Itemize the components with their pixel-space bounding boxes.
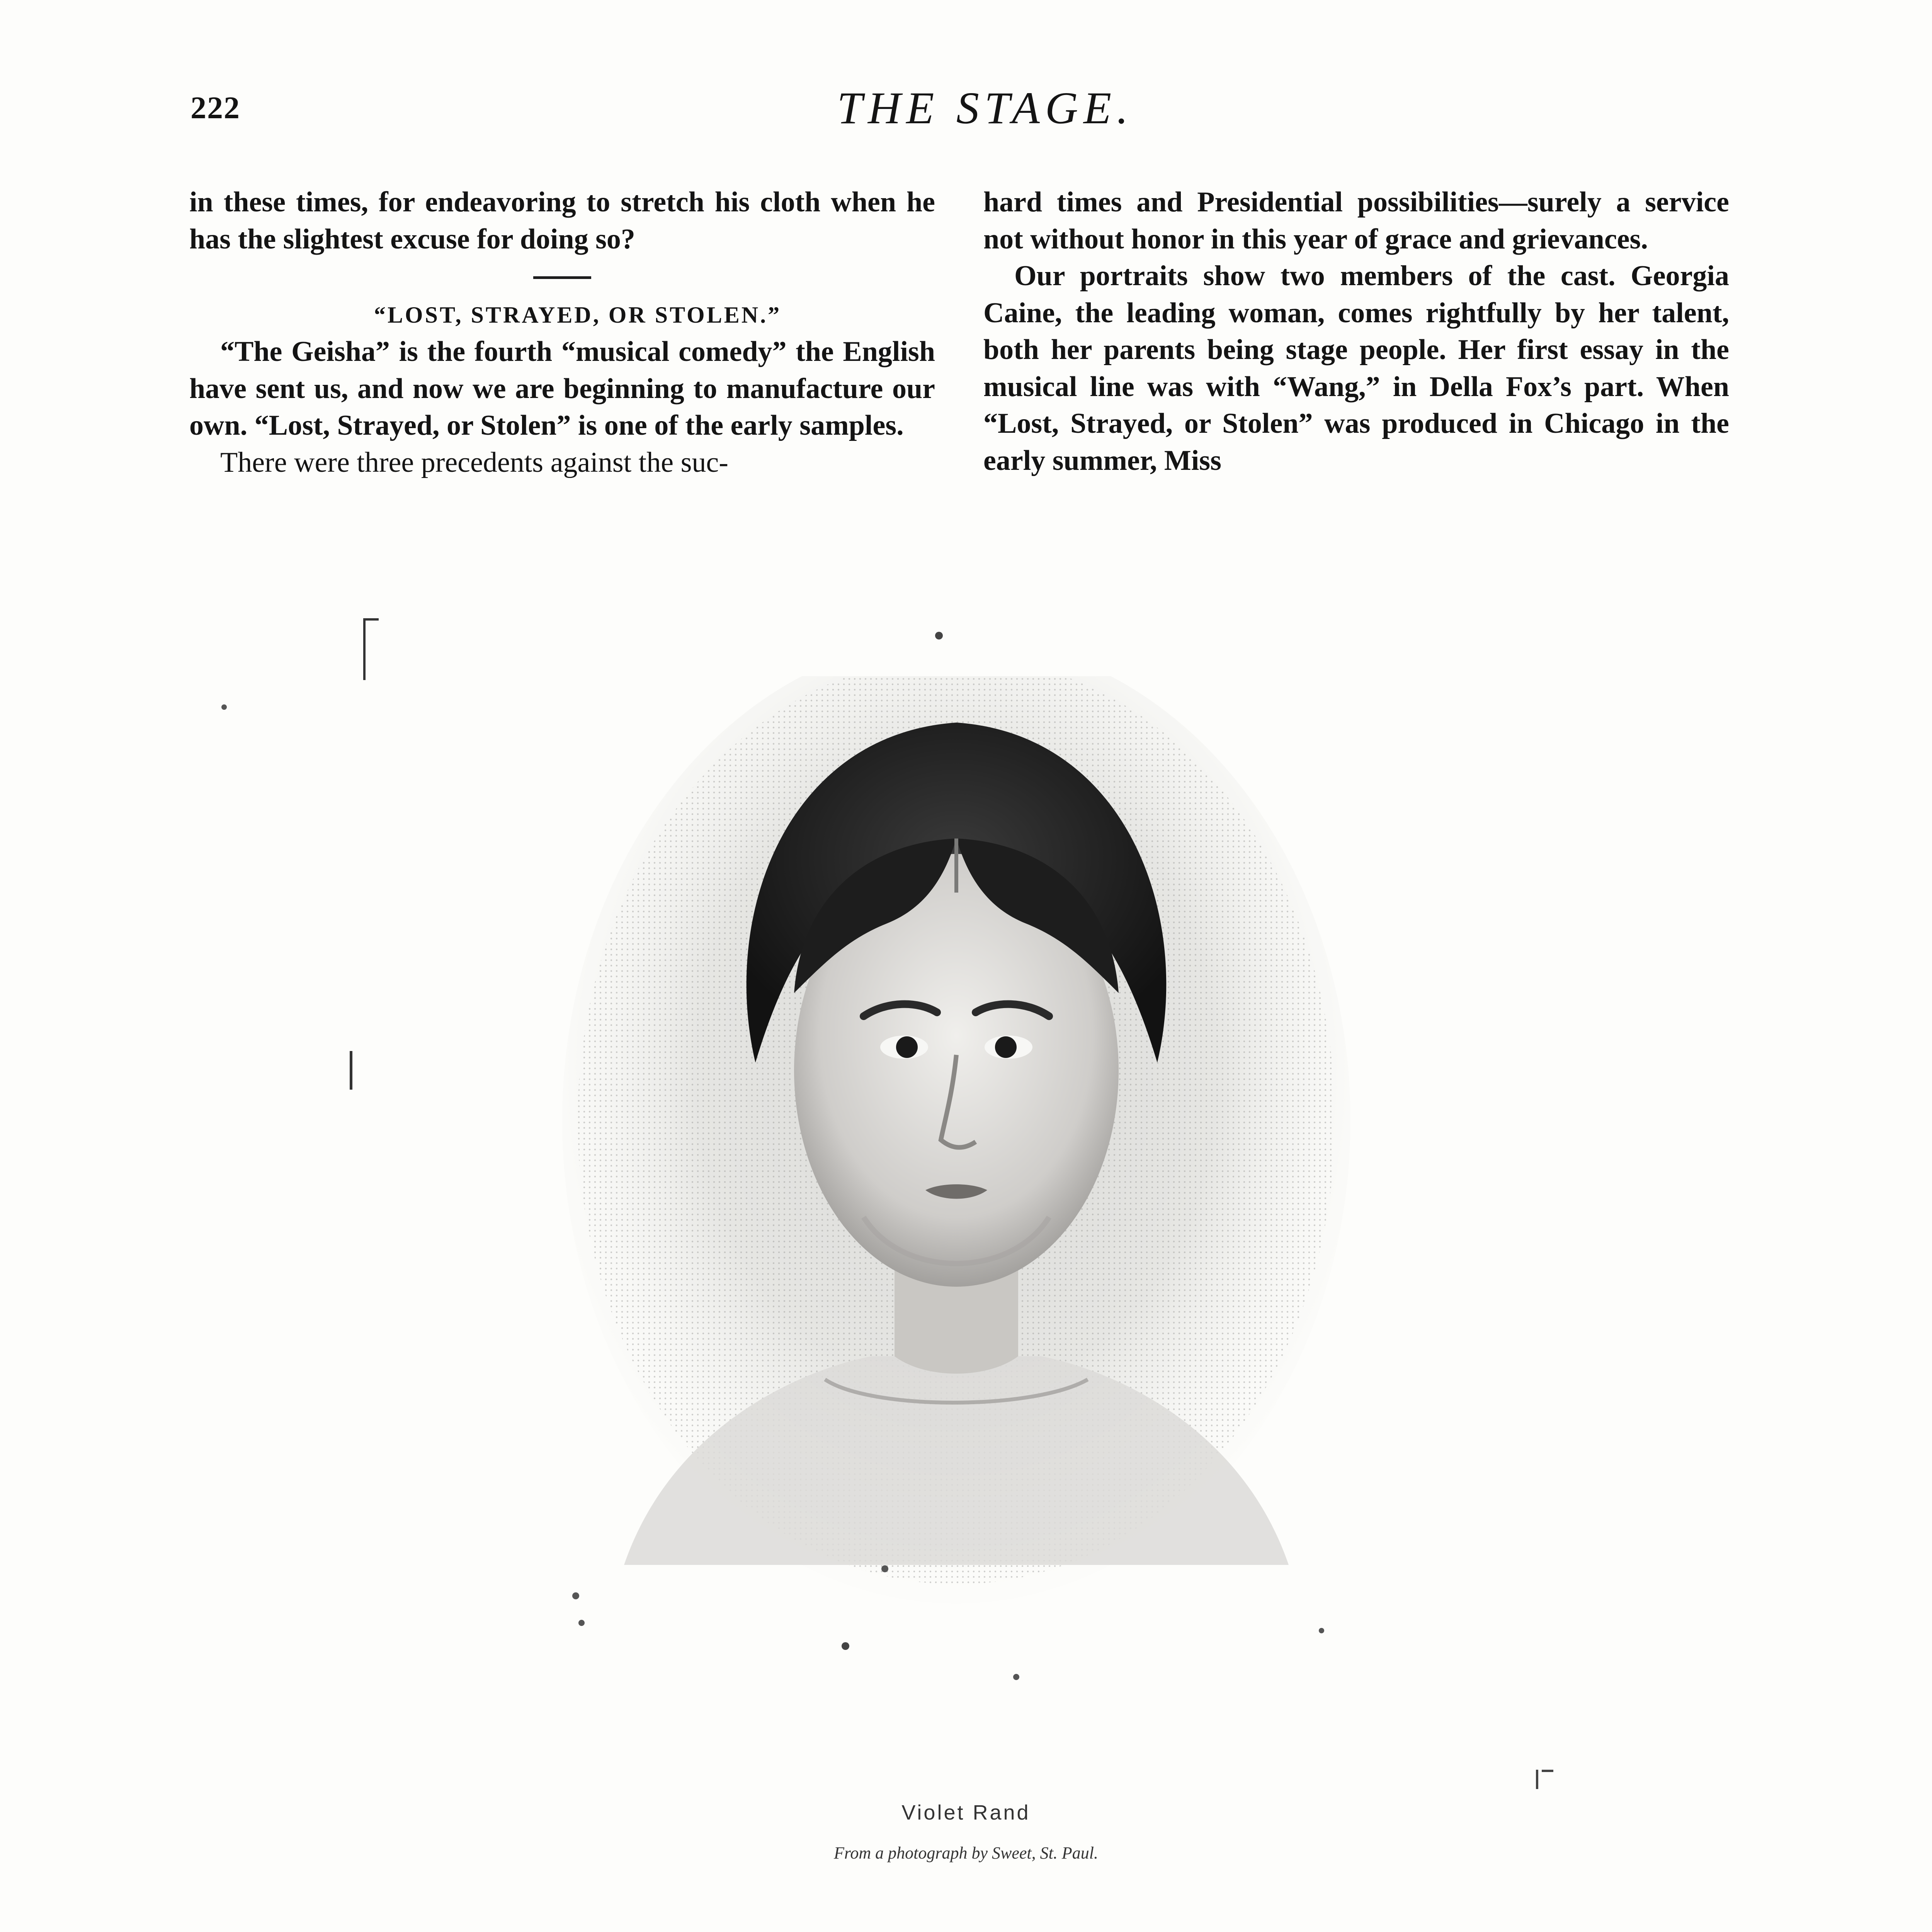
page-number: 222 xyxy=(190,90,240,125)
paragraph: “The Geisha” is the fourth “musical comedy” the English have sent us, and now we are beginning to manufacture our own. “Lost, Strayed, or Stolen” is one of the early samples. xyxy=(189,336,935,441)
paragraph: Our portraits show two members of the cast. Georgia Caine, the leading woman, comes rightfully by her talent, both her parents being stage people. Her first essay in the musical line was with “Wang,” in Della Fox’s part. When “Lost, Strayed, or Stolen” was produced in Chicago in the early summer, Miss xyxy=(983,260,1729,476)
photo-credit: From a photograph by Sweet, St. Paul. xyxy=(834,1844,1098,1862)
section-heading: “LOST, STRAYED, OR STOLEN.” xyxy=(374,302,782,328)
paragraph: There were three precedents against the suc- xyxy=(220,446,728,478)
paragraph: in these times, for endeavoring to stretch his cloth when he has the slightest excuse for doing so? xyxy=(189,186,935,255)
figure-caption: Violet Rand xyxy=(901,1801,1031,1824)
paragraph: hard times and Presidential possibilities—surely a service not without honor in this year of grace and grievances. xyxy=(983,186,1729,255)
running-head: THE STAGE. xyxy=(837,83,1134,133)
